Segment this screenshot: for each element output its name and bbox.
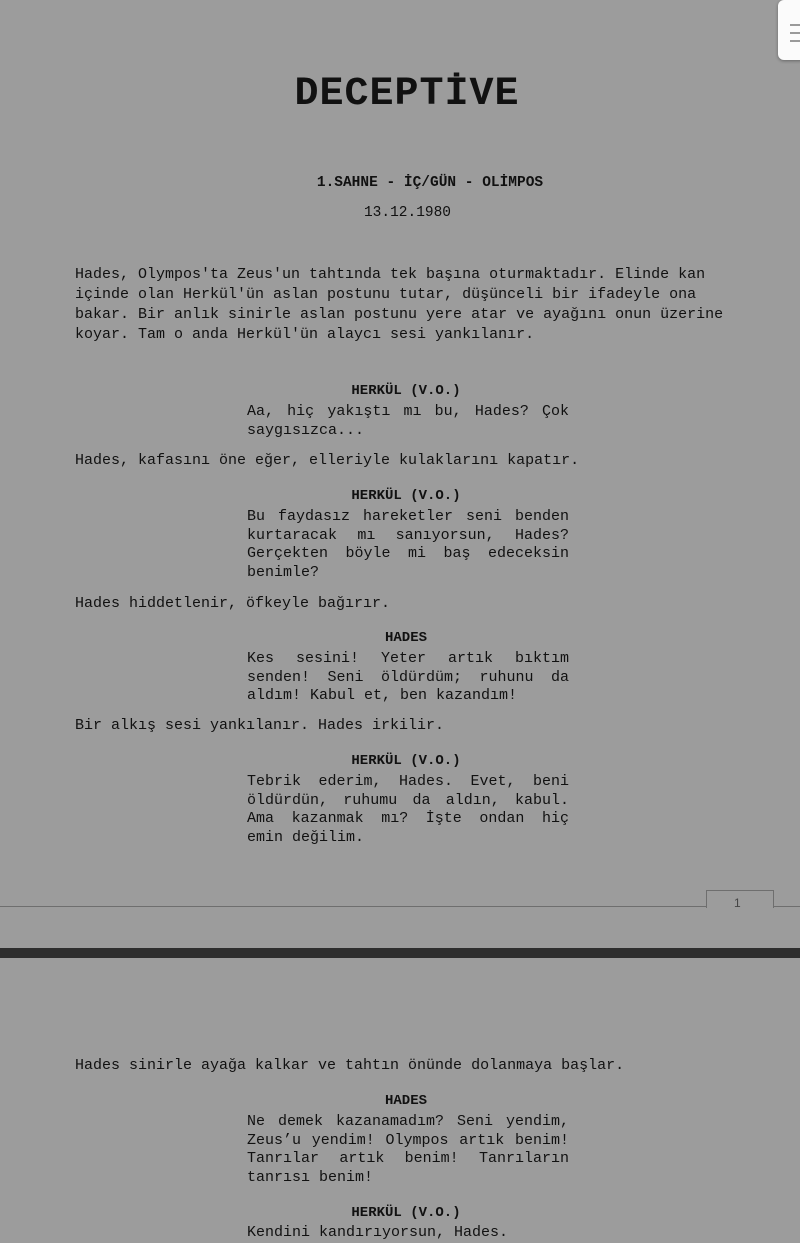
page-number: 1 (734, 896, 741, 910)
dialogue: Aa, hiç yakıştı mı bu, Hades? Çok saygısızca... (247, 403, 569, 439)
character-name: HADES (384, 1093, 427, 1109)
page-footer-line (0, 906, 800, 907)
scene-date: 13.12.1980 (363, 205, 451, 221)
dialogue: Ne demek kazanamadım? Seni yendim, Zeus’u yendim! Olympos artık benim! Tanrılar artık benim! Tanrıların tanrısı benim! (247, 1113, 569, 1186)
character-name: HERKÜL (V.O.) (351, 488, 461, 504)
action-line: Hades sinirle ayağa kalkar ve tahtın önünde dolanmaya başlar. (75, 1057, 625, 1074)
dialogue: Bu faydasız hareketler seni benden kurtaracak mı sanıyorsun, Hades? Gerçekten böyle mi baş edeceksin benimle? (247, 508, 569, 581)
document-title: DECEPTİVE (294, 72, 520, 117)
dialogue: Tebrik ederim, Hades. Evet, beni öldürdün, ruhumu da aldın, kabul. Ama kazanmak mı? İşte ondan hiç emin değilim. (247, 773, 569, 846)
dialogue: Kendini kandırıyorsun, Hades. (247, 1224, 509, 1241)
scene-heading: 1.SAHNE - İÇ/GÜN - OLİMPOS (316, 175, 544, 191)
action-line: Hades hiddetlenir, öfkeyle bağırır. (75, 595, 391, 612)
character-name: HERKÜL (V.O.) (351, 383, 461, 399)
action-line: Bir alkış sesi yankılanır. Hades irkilir. (75, 717, 445, 734)
action-line: Hades, kafasını öne eğer, elleriyle kulaklarını kapatır. (75, 452, 580, 469)
character-name: HADES (384, 630, 427, 646)
character-name: HERKÜL (V.O.) (351, 753, 461, 769)
document-page-2 (0, 958, 800, 1241)
character-name: HERKÜL (V.O.) (351, 1205, 461, 1221)
dialogue: Kes sesini! Yeter artık bıktım senden! Seni öldürdüm; ruhunu da aldım! Kabul et, ben kazandım! (247, 650, 569, 704)
page-separator (0, 948, 800, 958)
action-line: Hades, Olympos'ta Zeus'un tahtında tek başına oturmaktadır. Elinde kan içinde olan Herkül'ün aslan postunu tutar, düşünceli bir ifadeyle ona bakar. Bir anlık sinirle aslan postunu yere atar ve ayağını onun üzerine koyar. Tam o anda Herkül'ün alaycı sesi yankılanır. (75, 266, 733, 343)
